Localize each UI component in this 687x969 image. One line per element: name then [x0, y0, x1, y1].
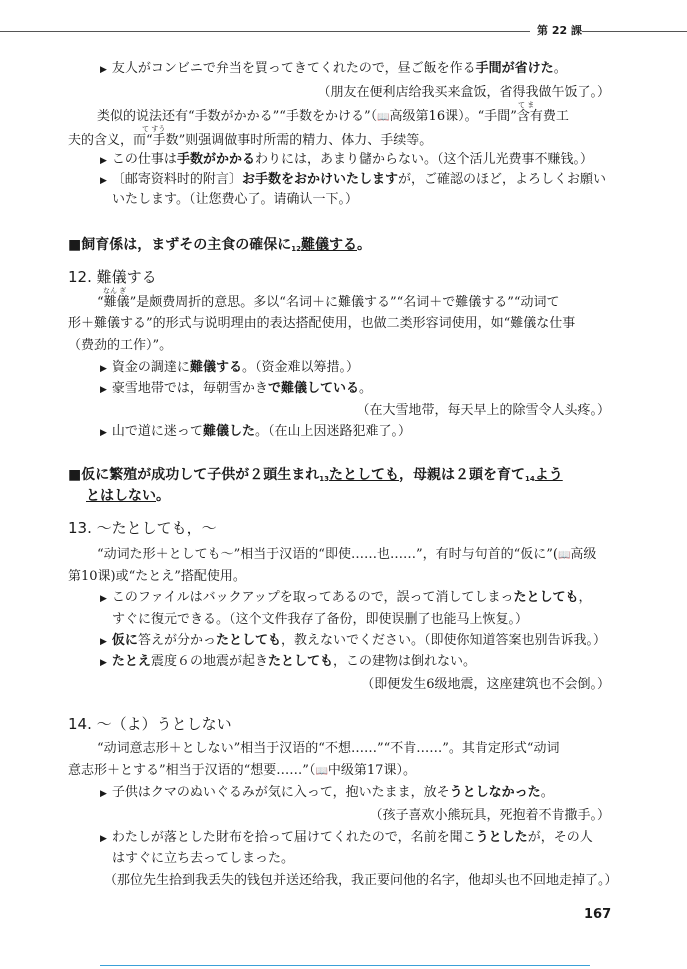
emphasis-text: たとえ: [111, 654, 151, 669]
text-segment: 。（资金难以筹措。）: [241, 360, 359, 375]
text-segment: 答えが分かっ: [137, 633, 216, 648]
text-segment: が，その人: [527, 830, 593, 845]
emphasis-text: 手間が省けた: [475, 61, 554, 76]
example-sentence: [100, 382, 372, 397]
translation: [317, 86, 610, 100]
text-segment: 〔邮寄资料时的附言〕: [111, 172, 242, 187]
emphasis-text: とはしない: [86, 488, 156, 504]
example-sentence-cont: [112, 613, 528, 627]
text-segment: （在大雪地带，每天早上的除雪令人头疼。）: [356, 403, 610, 418]
text-segment: ■飼育係は，まずその主食の確保に: [68, 237, 292, 253]
bullet-icon: ▶: [100, 156, 107, 166]
text-segment: （朋友在便利店给我买来盒饭，省得我做午饭了。）: [317, 85, 610, 100]
emphasis-text: うとしなかった: [449, 785, 541, 800]
text-segment: 。: [356, 237, 371, 253]
bullet-icon: ▶: [100, 176, 107, 186]
text-segment: 高级: [570, 547, 597, 562]
text-segment: ，教えないでください。（即使你知道答案也别告诉我。）: [280, 633, 606, 648]
section-heading-13: [68, 520, 217, 537]
text-segment: このファイルはバックアップを取ってあるので，誤って消してしまっ: [111, 590, 514, 605]
ruby-tesuu: て すう: [142, 125, 166, 133]
text-segment: （费劲的工作）”。: [68, 338, 173, 353]
text-segment: 高级第16课）。“手間”含有费工: [389, 109, 569, 124]
example-sentence-cont: [112, 193, 358, 207]
bullet-icon: ▶: [100, 428, 107, 438]
footer-rule: [100, 965, 590, 966]
example-sentence: [100, 153, 593, 168]
text-segment: 。: [358, 381, 372, 396]
paragraph: [68, 317, 575, 331]
example-sentence: [100, 425, 411, 440]
text-segment: 形＋難儀する”的形式与说明理由的表达搭配使用，也做二类形容词使用，如“難儀な仕事: [68, 316, 576, 331]
bullet-icon: ▶: [100, 364, 107, 374]
paragraph: [97, 296, 560, 310]
book-reference-icon: 📖: [377, 112, 390, 123]
text-segment: 类似的说法还有“手数がかかる”“手数をかける”（: [97, 109, 378, 124]
emphasis-text: うとした: [475, 830, 528, 845]
bullet-icon: ▶: [100, 594, 107, 604]
section-heading-12: [68, 269, 157, 286]
paragraph: [68, 570, 246, 584]
text-segment: わたしが落とした財布を拾って届けてくれたので，名前を聞こ: [111, 830, 476, 845]
text-segment: ，この建物は倒れない。: [332, 654, 476, 669]
text-segment: “難儀”是颇费周折的意思。多以“名词＋に難儀する”“名词＋で難儀する”“动词て: [97, 295, 560, 310]
bullet-icon: ▶: [100, 65, 107, 75]
text-segment: 山で道に迷って: [111, 424, 203, 439]
emphasis-text: 難儀する: [189, 360, 242, 375]
bullet-icon: ▶: [100, 385, 107, 395]
emphasis-text: 難儀した: [202, 424, 255, 439]
example-sentence: [100, 655, 476, 670]
emphasis-text: たとしても: [328, 467, 399, 483]
book-reference-icon: 📖: [315, 766, 328, 777]
text-segment: 資金の調達に: [111, 360, 190, 375]
text-segment: 震度６の地震が起き: [150, 654, 268, 669]
text-segment: わりには，あまり儲からない。（这个活儿光费事不赚钱。）: [254, 152, 593, 167]
translation: [104, 874, 618, 888]
emphasis-text: 仮に: [111, 633, 138, 648]
ruby-nangi: なん ぎ: [103, 287, 127, 295]
emphasis-text: たとしても: [267, 654, 333, 669]
example-sentence: [100, 62, 567, 77]
text-segment: いたします。（让您费心了。请确认一下。）: [112, 192, 358, 207]
bullet-icon: ▶: [100, 637, 107, 647]
bullet-icon: ▶: [100, 789, 107, 799]
bullet-icon: ▶: [100, 834, 107, 844]
text-segment: 子供はクマのぬいぐるみが気に入って，抱いたまま，放そ: [111, 785, 450, 800]
emphasis-text: 難儀する: [300, 237, 357, 253]
text-segment: が，ご確認のほど，よろしくお願い: [397, 172, 606, 187]
example-sentence: [100, 591, 592, 606]
text-segment: “动词た形＋としても〜”相当于汉语的“即使……也……”，有时与句首的“仮に”(: [97, 547, 558, 562]
example-sentence-cont: [112, 852, 294, 866]
text-segment: 。: [540, 785, 554, 800]
text-segment: この仕事は: [111, 152, 177, 167]
paragraph: [68, 339, 172, 353]
paragraph: [97, 548, 596, 563]
translation: [361, 678, 610, 692]
text-segment: （即便发生6级地震，这座建筑也不会倒。）: [361, 677, 610, 692]
text-segment: すぐに復元できる。（这个文件我存了备份，即使误删了也能马上恢复。）: [112, 612, 529, 627]
paragraph: [97, 110, 569, 125]
text-segment: はすぐに立ち去ってしまった。: [112, 851, 295, 866]
text-segment: 意志形＋とする”相当于汉语的“想要……”（: [68, 763, 316, 778]
example-sentence: [100, 173, 606, 188]
text-segment: 14. 〜（よ）うとしない: [68, 715, 232, 733]
text-excerpt-heading-cont: [86, 488, 170, 504]
section-heading-14: [68, 716, 232, 733]
emphasis-text: たとしても: [215, 633, 281, 648]
header-rule-right: [582, 31, 687, 32]
emphasis-text: よう: [534, 467, 563, 483]
text-segment: ，母親は２頭を育て: [398, 467, 525, 483]
emphasis-text: たとしても: [513, 590, 579, 605]
header-rule-left: [0, 31, 530, 32]
bullet-icon: ▶: [100, 658, 107, 668]
example-sentence: [100, 831, 593, 846]
text-segment: 中级第17课）。: [327, 763, 416, 778]
emphasis-text: お手数をおかけいたします: [241, 172, 398, 187]
text-excerpt-heading: [68, 467, 563, 487]
paragraph: [68, 134, 432, 148]
text-excerpt-heading: [68, 237, 371, 257]
book-reference-icon: 📖: [557, 550, 571, 561]
text-segment: 。: [553, 61, 567, 76]
text-segment: 友人がコンビニで弁当を買ってきてくれたので，昼ご飯を作る: [111, 61, 476, 76]
text-segment: 第10课)或“たとえ”搭配使用。: [68, 569, 246, 584]
ruby-tema: て ま: [518, 101, 535, 109]
example-sentence: [100, 361, 359, 376]
paragraph: [97, 742, 560, 756]
emphasis-text: 手数がかかる: [176, 152, 255, 167]
text-segment: （那位先生拾到我丢失的钱包并送还给我，我正要问他的名字，他却头也不回地走掉了。）: [104, 873, 618, 888]
text-segment: “动词意志形＋としない”相当于汉语的“不想……”“不肯……”。其肯定形式“动词: [97, 741, 560, 756]
text-segment: 12. 難儀する: [68, 268, 157, 286]
text-segment: （孩子喜欢小熊玩具，死抱着不肯撒手。）: [369, 808, 610, 823]
text-segment: ■仮に繁殖が成功して子供が２頭生まれ: [68, 467, 320, 483]
paragraph: [68, 764, 416, 779]
translation: [369, 809, 610, 823]
text-segment: ，: [578, 590, 592, 605]
text-segment: 夫的含义，而“手数”则强调做事时所需的精力、体力、手续等。: [68, 133, 433, 148]
emphasis-text: 13: [319, 475, 329, 483]
text-segment: 。: [156, 488, 170, 504]
text-segment: 。（在山上因迷路犯难了。）: [254, 424, 411, 439]
translation: [356, 404, 610, 418]
text-segment: 13. 〜たとしても，〜: [68, 519, 217, 537]
page-number: 167: [584, 907, 612, 922]
text-segment: 豪雪地帯では，毎朝雪かき: [111, 381, 268, 396]
emphasis-text: 14: [524, 475, 535, 483]
example-sentence: [100, 786, 554, 801]
emphasis-text: 12: [291, 245, 301, 253]
lesson-header: 第 22 課: [537, 24, 582, 37]
emphasis-text: で難儀している: [267, 381, 359, 396]
example-sentence: [100, 634, 606, 649]
